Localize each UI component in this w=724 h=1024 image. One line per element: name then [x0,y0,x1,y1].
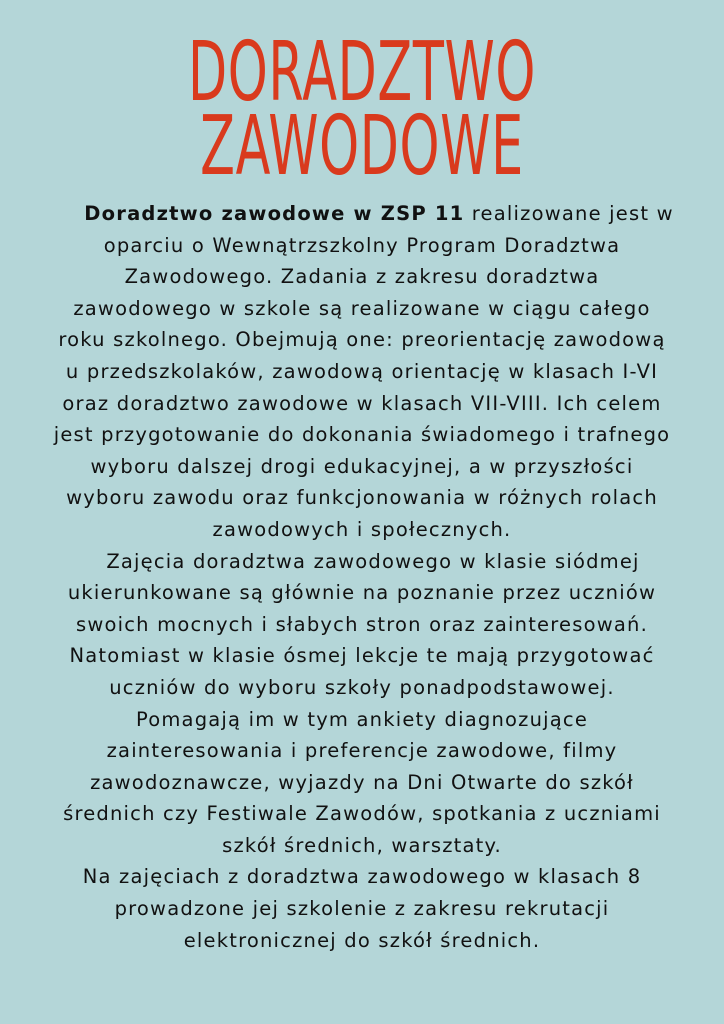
page-title-line-1: DORADZTWO [187,25,537,120]
paragraph-1-line-1 [30,198,694,230]
paragraph-1-line: oparciu o Wewnątrzszkolny Program Doradztwa [103,233,621,257]
paragraph-1-line: Zawodowego. Zadania z zakresu doradztwa [124,265,600,289]
paragraph-3-line: Na zajęciach z doradztwa zawodowego w klasach 8 [82,865,642,889]
paragraph-1-line: oraz doradztwo zawodowe w klasach VII-VIII. Ich celem [62,391,662,415]
lead-bold-text: Doradztwo zawodowe w ZSP 11 [84,202,465,225]
page-title-line-2: ZAWODOWE [200,99,524,194]
paragraph-2-line: zainteresowania i preferencje zawodowe, filmy [106,739,618,763]
paragraph-1-line: wyboru dalszej drogi edukacyjnej, a w przyszłości [90,454,634,478]
paragraph-1-line: wyboru zawodu oraz funkcjonowania w różnych rolach [66,486,658,510]
lead-rest-text: realizowane jest w [464,202,674,225]
paragraph-2-line: zawodoznawcze, wyjazdy na Dni Otwarte do szkół [90,770,634,794]
paragraph-2-line: średnich czy Festiwale Zawodów, spotkania z uczniami [63,802,661,826]
paragraph-1-line: u przedszkolaków, zawodową orientację w klasach I-VI [65,359,659,383]
paragraph-2-line: uczniów do wyboru szkoły ponadpodstawowej. [109,675,615,699]
paragraph-1-line: roku szkolnego. Obejmują one: preorientację zawodową [58,328,666,352]
paragraph-3-line: prowadzone jej szkolenie z zakresu rekrutacji [114,897,610,921]
paragraph-2-line: Natomiast w klasie ósmej lekcje te mają przygotować [69,644,655,668]
paragraph-2-line: Pomagają im w tym ankiety diagnozujące [135,707,589,731]
paragraph-2-line: szkół średnich, warsztaty. [222,833,502,857]
paragraph-1-line: zawodowego w szkole są realizowane w ciągu całego [73,296,651,320]
paragraph-2-line: Zajęcia doradztwa zawodowego w klasie siódmej [106,549,640,573]
paragraph-2-line: swoich mocnych i słabych stron oraz zainteresowań. [76,612,648,636]
body-text [30,198,694,956]
paragraph-3-line: elektronicznej do szkół średnich. [183,928,541,952]
paragraph-1-line: zawodowych i społecznych. [212,517,512,541]
paragraph-1-line: jest przygotowanie do dokonania świadomego i trafnego [53,423,671,447]
paragraph-2-line: ukierunkowane są głównie na poznanie przez uczniów [67,581,657,605]
